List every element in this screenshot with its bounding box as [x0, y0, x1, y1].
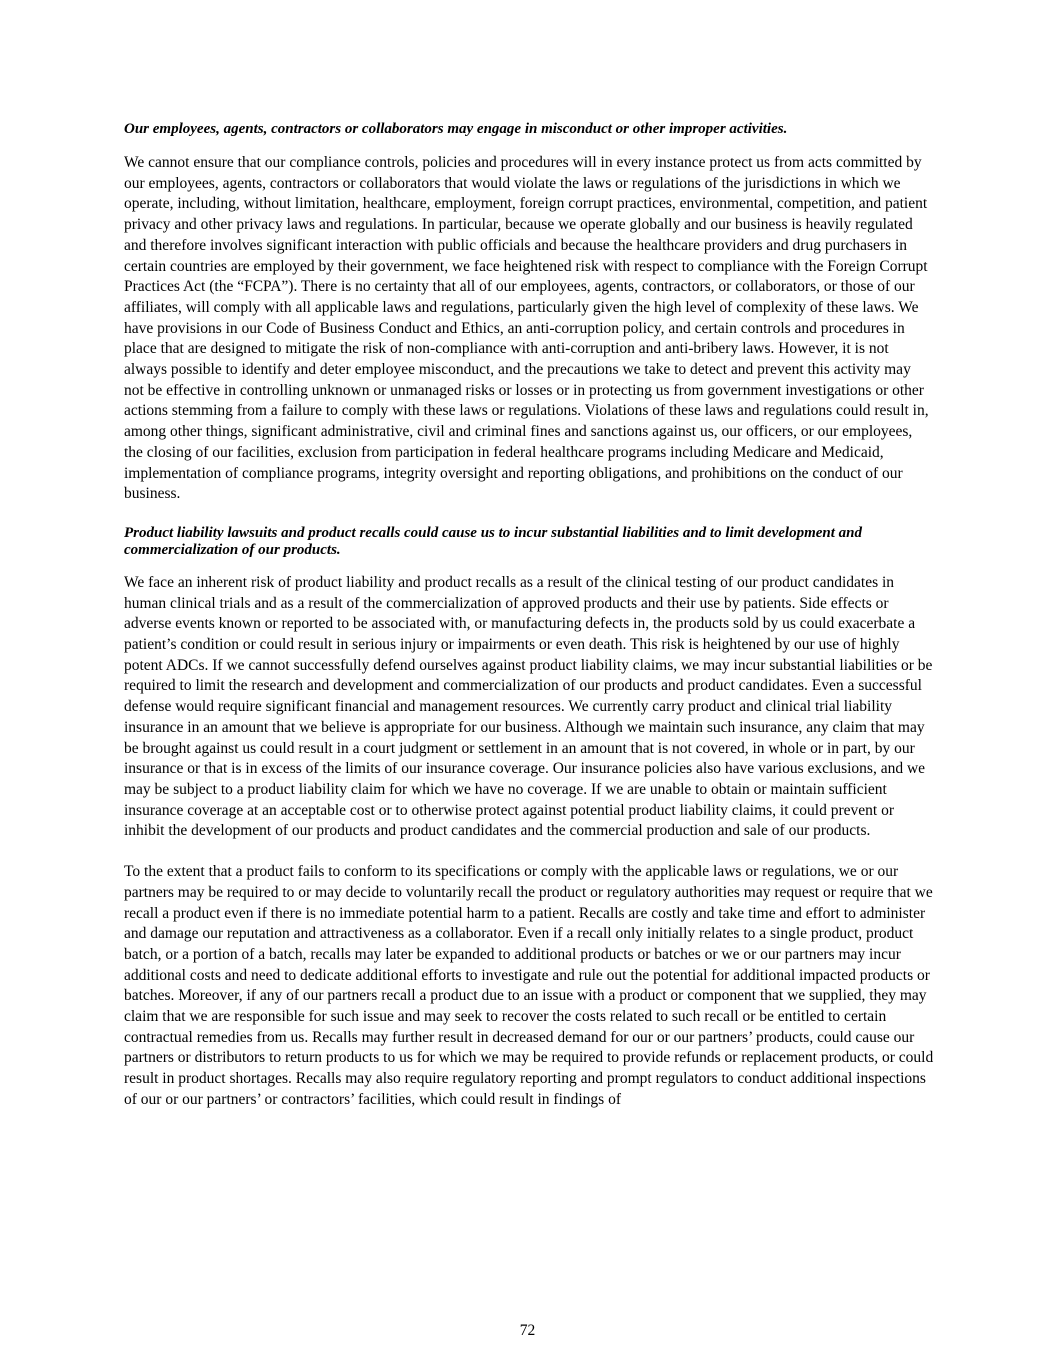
section-heading-product-liability: Product liability lawsuits and product recalls could cause us to incur substantial liabilities and to limit development and commercialization of our products. [124, 524, 862, 558]
document-body [124, 121, 934, 1111]
paragraph-misconduct: We cannot ensure that our compliance controls, policies and procedures will in every instance protect us from acts committed by our employees, agents, contractors or collaborators that would violate the laws or regulations of the jurisdictions in which we operate, including, without limitation, healthcare, employment, foreign corrupt practices, environmental, competition, and patient privacy and other privacy laws and regulations. In particular, because we operate globally and our business is heavily regulated and therefore involves significant interaction with public officials and because the healthcare providers and drug purchasers in certain countries are employed by their government, we face heightened risk with respect to compliance with the Foreign Corrupt Practices Act (the “FCPA”). There is no certainty that all of our employees, agents, contractors, or collaborators, or those of our affiliates, will comply with all applicable laws and regulations, particularly given the high level of complexity of these laws. We have provisions in our Code of Business Conduct and Ethics, an anti-corruption policy, and certain controls and procedures in place that are designed to mitigate the risk of non-compliance with anti-corruption and anti-bribery laws. However, it is not always possible to identify and deter employee misconduct, and the precautions we take to detect and prevent this activity may not be effective in controlling unknown or unmanaged risks or losses or in protecting us from government investigations or other actions stemming from a failure to comply with these laws or regulations. Violations of these laws and regulations could result in, among other things, significant administrative, civil and criminal fines and sanctions against us, our officers, or our employees, the closing of our facilities, exclusion from participation in federal healthcare programs including Medicare and Medicaid, implementation of compliance programs, integrity oversight and reporting obligations, and prohibitions on the conduct of our business. [124, 154, 929, 503]
paragraph-product-recalls: To the extent that a product fails to conform to its specifications or comply with the applicable laws or regulations, we or our partners may be required to or may decide to voluntarily recall the product or regulatory authorities may request or require that we recall a product even if there is no immediate potential harm to a patient. Recalls are costly and take time and effort to administer and damage our reputation and attractiveness as a collaborator. Even if a recall only initially relates to a single product, product batch, or a portion of a batch, recalls may later be expanded to additional products or batches or we or our partners may incur additional costs and need to dedicate additional efforts to investigate and rule out the potential for additional impacted products or batches. Moreover, if any of our partners recall a product due to an issue with a product or component that we supplied, they may claim that we are responsible for such issue and may seek to recover the costs related to such recall or be entitled to certain contractual remedies from us. Recalls may further result in decreased demand for our or our partners’ products, could cause our partners or distributors to return products to us for which we may be required to provide refunds or replacement products, or could result in product shortages. Recalls may also require regulatory reporting and prompt regulators to conduct additional inspections of our or our partners’ or contractors’ facilities, which could result in findings of [124, 863, 934, 1108]
section-heading-misconduct: Our employees, agents, contractors or collaborators may engage in misconduct or other improper activities. [124, 121, 788, 137]
page-number: 72 [519, 1322, 536, 1339]
paragraph-product-liability: We face an inherent risk of product liability and product recalls as a result of the clinical testing of our product candidates in human clinical trials and as a result of the commercialization of approved products and their use by patients. Side effects or adverse events known or reported to be associated with, or manufacturing defects in, the products sold by us could exacerbate a patient’s condition or could result in serious injury or impairments or even death. This risk is heightened by our use of highly potent ADCs. If we cannot successfully defend ourselves against product liability claims, we may incur substantial liabilities or be required to limit the research and development and commercialization of our products and product candidates. Even a successful defense would require significant financial and management resources. We currently carry product and clinical trial liability insurance in an amount that we believe is appropriate for our business. Although we maintain such insurance, any claim that may be brought against us could result in a court judgment or settlement in an amount that is not covered, in whole or in part, by our insurance or that is in excess of the limits of our insurance coverage. Our insurance policies also have various exclusions, and we may be subject to a product liability claim for which we have no coverage. If we are unable to obtain or maintain sufficient insurance coverage at an acceptable cost or to otherwise protect against potential product liability claims, it could prevent or inhibit the development of our products and product candidates and the commercial production and sale of our products. [124, 573, 933, 840]
